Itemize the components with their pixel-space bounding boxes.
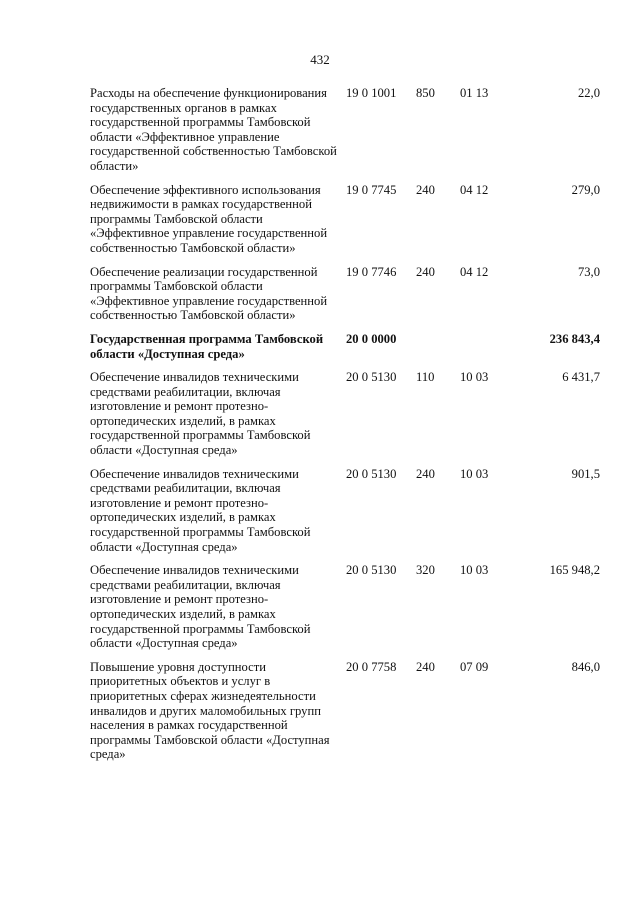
row-amount: 279,0 bbox=[571, 182, 600, 197]
row-amount: 901,5 bbox=[571, 466, 600, 481]
row-amount: 22,0 bbox=[577, 86, 600, 100]
row-expense-type: 240 bbox=[416, 659, 435, 674]
table-row bbox=[90, 467, 600, 564]
budget-table bbox=[90, 86, 600, 771]
table-row bbox=[90, 265, 600, 332]
row-expense-type bbox=[416, 332, 454, 370]
table-row bbox=[90, 563, 600, 660]
row-target-code: 20 0 5130 bbox=[346, 370, 397, 385]
row-section bbox=[454, 332, 510, 370]
row-target-code: 20 0 0000 bbox=[346, 331, 397, 346]
page-number: 432 bbox=[310, 52, 330, 67]
row-section: 01 13 bbox=[460, 86, 489, 100]
row-amount: 846,0 bbox=[571, 659, 600, 674]
row-target-code: 19 0 7746 bbox=[346, 264, 397, 279]
row-target-code: 19 0 1001 bbox=[346, 86, 397, 100]
row-section: 10 03 bbox=[460, 466, 489, 481]
budget-table-body bbox=[90, 86, 600, 771]
row-name: Государственная программа Тамбовской области «Доступная среда» bbox=[90, 331, 324, 361]
row-amount: 73,0 bbox=[577, 264, 600, 279]
table-row bbox=[90, 183, 600, 265]
row-section: 07 09 bbox=[460, 659, 489, 674]
row-expense-type: 850 bbox=[416, 86, 435, 100]
row-name: Обеспечение инвалидов техническими средствами реабилитации, включая изготовление и ремонт протезно-ортопедических изделий, в рамках государственной программы Тамбовской области «Доступная среда» bbox=[90, 563, 311, 651]
row-expense-type: 240 bbox=[416, 466, 435, 481]
row-expense-type: 240 bbox=[416, 182, 435, 197]
row-section: 04 12 bbox=[460, 264, 489, 279]
table-row bbox=[90, 660, 600, 771]
row-name: Обеспечение эффективного использования недвижимости в рамках государственной программы Тамбовской области «Эффективное управление государственной собственностью Тамбовской области» bbox=[90, 182, 328, 255]
row-section: 10 03 bbox=[460, 370, 489, 385]
row-name: Обеспечение инвалидов техническими средствами реабилитации, включая изготовление и ремонт протезно-ортопедических изделий, в рамках государственной программы Тамбовской области «Доступная среда» bbox=[90, 466, 311, 554]
table-row bbox=[90, 370, 600, 467]
row-target-code: 20 0 5130 bbox=[346, 563, 397, 578]
row-expense-type: 240 bbox=[416, 264, 435, 279]
row-amount: 6 431,7 bbox=[562, 370, 600, 385]
row-name: Расходы на обеспечение функционирования государственных органов в рамках государственной программы Тамбовской области «Эффективное управление государственной собственностью Тамбовской области» bbox=[90, 86, 337, 173]
row-expense-type: 320 bbox=[416, 563, 435, 578]
row-target-code: 20 0 5130 bbox=[346, 466, 397, 481]
row-name: Повышение уровня доступности приоритетных объектов и услуг в приоритетных сферах жизнедеятельности инвалидов и других маломобильных групп населения в рамках государственной программы Тамбовской области «Доступная среда» bbox=[90, 659, 330, 762]
row-expense-type: 110 bbox=[416, 370, 435, 385]
row-section: 04 12 bbox=[460, 182, 489, 197]
row-amount: 165 948,2 bbox=[549, 563, 600, 578]
row-name: Обеспечение инвалидов техническими средствами реабилитации, включая изготовление и ремонт протезно-ортопедических изделий, в рамках государственной программы Тамбовской области «Доступная среда» bbox=[90, 370, 311, 458]
table-row bbox=[90, 86, 600, 183]
row-section: 10 03 bbox=[460, 563, 489, 578]
table-row-program-total bbox=[90, 332, 600, 370]
row-name: Обеспечение реализации государственной программы Тамбовской области «Эффективное управление государственной собственностью Тамбовской области» bbox=[90, 264, 328, 323]
row-target-code: 20 0 7758 bbox=[346, 659, 397, 674]
row-amount: 236 843,4 bbox=[549, 331, 600, 346]
row-target-code: 19 0 7745 bbox=[346, 182, 397, 197]
